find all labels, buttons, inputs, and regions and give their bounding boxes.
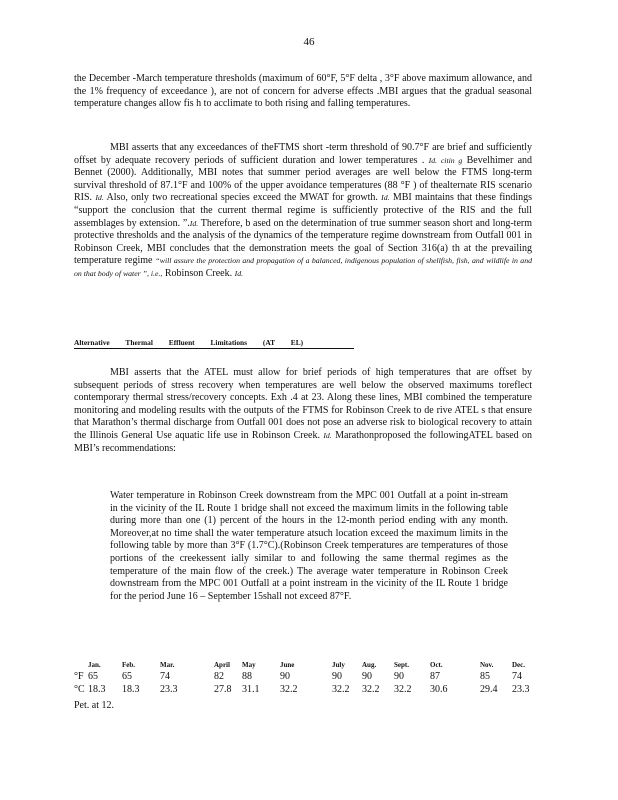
table-cell: 90 <box>280 671 290 682</box>
table-cell: 85 <box>480 671 490 682</box>
table-cell: 18.3 <box>88 684 106 695</box>
table-cell: 65 <box>88 671 98 682</box>
month-header: Dec. <box>512 660 526 669</box>
table-cell: 90 <box>394 671 404 682</box>
table-cell: 65 <box>122 671 132 682</box>
table-cell: 32.2 <box>362 684 380 695</box>
table-cell: 74 <box>512 671 522 682</box>
table-cell: 23.3 <box>160 684 178 695</box>
month-header: Oct. <box>430 660 443 669</box>
month-header: June <box>280 660 295 669</box>
month-header: July <box>332 660 345 669</box>
temperature-table <box>74 659 542 696</box>
month-header: Feb. <box>122 660 136 669</box>
citation: Id. citin g <box>428 155 463 165</box>
month-header: April <box>214 660 230 669</box>
table-cell: 32.2 <box>280 684 298 695</box>
citation: Id. <box>381 193 390 203</box>
unit-label: °F <box>74 671 84 682</box>
table-cell: 87 <box>430 671 440 682</box>
table-cell: 18.3 <box>122 684 140 695</box>
citation: Id. <box>189 218 199 228</box>
petition-citation: Pet. at 12. <box>74 700 114 711</box>
paragraph-1: the December -March temperature thresholds (maximum of 60°F, 5°F delta , 3°F above maximum allowance, and the 1% frequency of exceedance ), are not of concern for adverse effects .MBI argues that the gradual seasonal temperature changes allow fis h to acclimate to both rising and falling temperatures. <box>74 73 532 110</box>
table-cell: 88 <box>242 671 252 682</box>
table-cell: 30.6 <box>430 684 448 695</box>
table-cell: 23.3 <box>512 684 530 695</box>
month-header: Sept. <box>394 660 409 669</box>
section-heading: Alternative Thermal Effluent Limitations (AT EL) <box>74 338 354 349</box>
table-row-fahrenheit <box>74 670 542 683</box>
table-cell: 29.4 <box>480 684 498 695</box>
table-cell: 74 <box>160 671 170 682</box>
table-cell: 82 <box>214 671 224 682</box>
table-cell: 90 <box>362 671 372 682</box>
table-cell: 32.2 <box>332 684 350 695</box>
month-header: Jan. <box>88 660 101 669</box>
table-cell: 31.1 <box>242 684 260 695</box>
page-number: 46 <box>303 36 315 48</box>
table-cell: 27.8 <box>214 684 232 695</box>
unit-label: °C <box>74 684 85 695</box>
month-header: Mar. <box>160 660 175 669</box>
month-header: Nov. <box>480 660 494 669</box>
table-row-celsius <box>74 683 542 696</box>
citation: Id. <box>95 193 104 203</box>
table-cell: 32.2 <box>394 684 412 695</box>
table-cell: 90 <box>332 671 342 682</box>
paragraph-2: MBI asserts that any exceedances of theFTMS short -term threshold of 90.7°F are brief and sufficiently offset by adequate recovery periods of sufficient duration and lower temperatures . Id. citin g Bevelhimer and Bennet (2000). Additionally, MBI notes that summer period averages are well below the FTMS long-term survival threshold of 87.1°F and 100% of the upper avoidance temperatures (88 °F ) of thealternate RIS scenario RIS. Id. Also, only two recreational species exceed the MWAT for growth. Id. MBI maintains that these findings “support the conclusion that the current thermal regime is sufficiently protective of the RIS and the full assemblages by extension. ”.Id. Therefore, b ased on the determination of true summer season short and long-term protective thresholds and the analysis of the dynamics of the temperature regime downstream from Outfall 001 in Robinson Creek, MBI concludes that the demonstration meets the goal of Section 316(a) th at the prevailing temperature regime “will assure the protection and propagation of a balanced, indigenous population of shellfish, fish, and wildlife in and on that body of water ”, i.e., Robinson Creek. Id. <box>74 142 533 279</box>
paragraph-3: MBI asserts that the ATEL must allow for brief periods of high temperatures that are offset by subsequent periods of stress recovery when temperatures are well below the observed maximums toreflect contemporary thermal stress/recovery concepts. Exh .4 at 23. Along these lines, MBI combined the temperature monitoring and modeling results with the outputs of the FTMS for Robinson Creek to de rive ATEL s that ensure that Marathon’s thermal discharge from Outfall 001 does not pose an adverse risk to biological recovery to attain the Illinois General Use aquatic life use in Robinson Creek. Id. Marathonproposed the followingATEL based on MBI’s recommendations: <box>74 367 533 454</box>
citation: Id. <box>323 430 332 440</box>
block-quote: Water temperature in Robinson Creek downstream from the MPC 001 Outfall at a point in-stream in the vicinity of the IL Route 1 bridge shall not exceed the maximum limits in the following table during more than one (1) percent of the hours in the 12-month period ending with any month. Moreover,at no time shall the water temperature atsuch location exceed the maximum limits in the following table by more than 3°F (1.7°C).(Robinson Creek temperatures are temperatures of those portions of the creekessent ially similar to and following the same thermal regimes as the temperature of the main flow of the creek.) The average water temperature in Robinson Creek downstream from the MPC 001 Outfall at a point instream in the vicinity of the IL Route 1 bridge for the period June 16 – September 15shall not exceed 87°F. <box>110 490 508 602</box>
citation: Id. <box>234 268 244 278</box>
month-header: Aug. <box>362 660 377 669</box>
statutory-quote: “will assure the protection and propagation of a balanced, indigenous population of shellfish, fish, and wildlife in and on that body of water ”, i.e., <box>74 256 533 278</box>
table-header-row <box>74 659 542 670</box>
month-header: May <box>242 660 256 669</box>
